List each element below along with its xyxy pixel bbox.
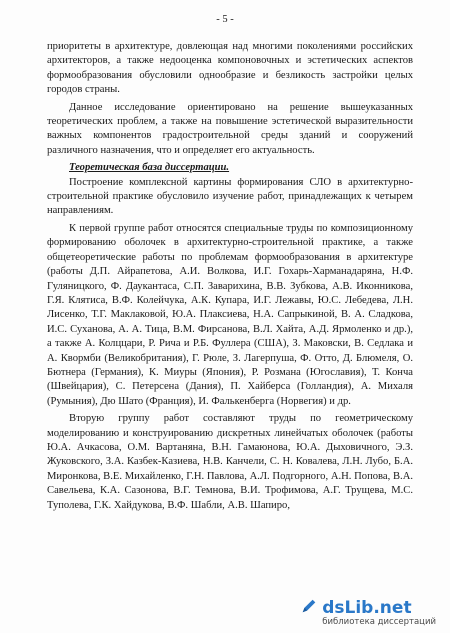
watermark[interactable]	[300, 597, 436, 627]
paragraph-2: Данное исследование ориентировано на решение вышеуказанных теоретических проблем, а также на повышение эстетической выразительности важных компонентов градостроительной среды зданий и сооружений различного назначения, что и определяет его актуальность.	[47, 101, 413, 156]
section-heading	[47, 161, 413, 175]
paragraph-5: Вторую группу работ составляют труды по геометрическому моделированию и конструированию дискретных линейчатых оболочек (работы Ю.А. Ачкасова, О.М. Вартаняна, В.Н. Гамаюнова, Ю.А. Дыховичного, Э.З. Жуковского, З.А. Казбек-Казиева, Н.В. Канчели, С. Н. Ковалева, Л.Н. Лубо, Б.А. Миронкова, В.Е. Михайленко, Г.Н. Павлова, А.Л. Подгорного, А.Н. Попова, В.А. Савельева, К.А. Сазонова, В.Г. Темнова, В.И. Трофимова, А.Г. Трущева, М.С. Туполева, Г.К. Хайдукова, В.Ф. Шабли, А.В. Шапиро,	[47, 413, 413, 511]
section-heading-text: Теоретическая база диссертации.	[69, 162, 230, 174]
paragraph-4: К первой группе работ относятся специальные труды по композиционному формированию оболочек в архитектурно-строительной практике, а также общетеоретические работы по проблемам формообразования в архитектуре (работы Д.П. Айрапетова, А.И. Волкова, И.Г. Гохарь-Харманадаряна, Н.Ф. Гуляницкого, Ф. Даукантаса, С.П. Заварихина, В.В. Зубкова, А.В. Иконникова, Г.Я. Клятиса, В.Ф. Колейчука, А.К. Купара, И.Г. Лежавы, Ю.С. Лебедева, Л.Н. Лисенко, Т.Г. Маклаковой, Ю.А. Плаксиева, Н.А. Сапрыкиной, В. А. Сладкова, И.С. Суханова, А. А. Тица, В.М. Фирсанова, В.Л. Хайта, А.Д. Ярмоленко и др.), а также А. Колццари, Р. Рича и Р.Б. Фуллера (США), З. Маковски, В. Седлака и А. Квормби (Великобритания), Г. Рюле, З. Лагерпуша, Ф. Отто, Д. Блюмеля, О. Бютнера (Германия), К. Миуры (Япония), Р. Розмана (Югославия), Т. Конча (Швейцария), С. Петерсена (Дания), П. Хайберса (Голландия), А. Михаля (Румыния), Дю Шато (Франция), И. Фалькенберга (Норвегия) и др.	[47, 222, 413, 407]
paragraph-3: Построение комплексной картины формирования СЛО в архитектурно-строительной практике обусловило изучение работ, принадлежащих к четырем направлениям.	[47, 176, 413, 217]
watermark-logo: dsLib.net	[322, 598, 412, 618]
paragraph-1: приоритеты в архитектуре, довлеющая над многими поколениями российских архитекторов, а также недооценка компоновочных и эстетических аспектов формообразования обусловили однообразие и безликость застройки целых городов страны.	[47, 41, 413, 96]
document-body	[47, 40, 413, 516]
page-number: - 5 -	[216, 14, 234, 25]
watermark-subtitle: библиотека диссертаций	[322, 617, 436, 627]
pen-icon	[300, 597, 318, 615]
